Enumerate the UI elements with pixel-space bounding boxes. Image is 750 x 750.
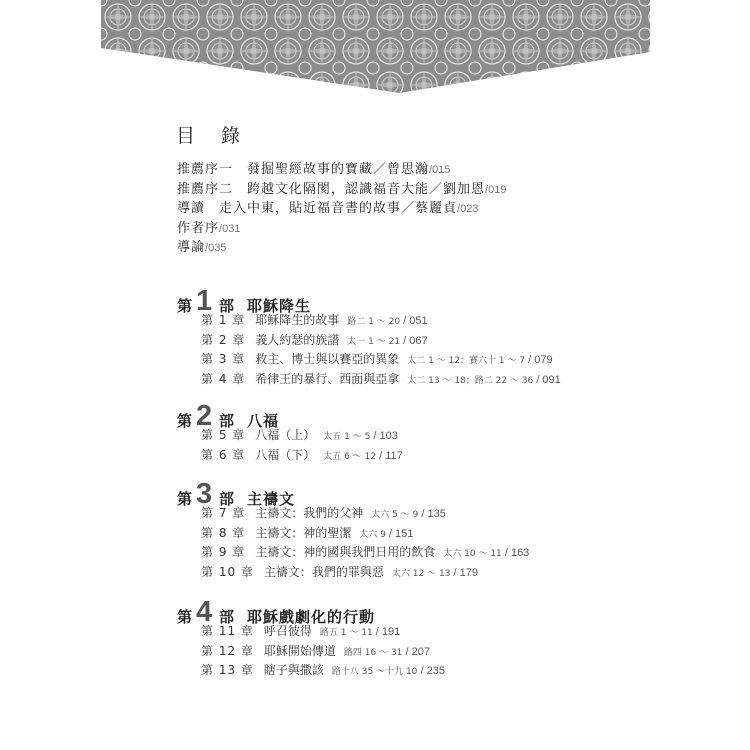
front-matter-item (177, 219, 506, 239)
chapter-reference: 太六 5 ～ 9 (371, 510, 419, 520)
chapter-reference: 太二 1 ～ 12；賽六十 1 ～ 7 (407, 356, 526, 366)
front-matter-title: 推薦序二 跨越文化隔閡，認識福音大能／劉加恩 (177, 181, 486, 197)
chapter-title: 希律王的暴行、西面與亞拿 (255, 371, 400, 386)
front-matter-title: 推薦序一 發掘聖經故事的寶藏／曾思瀚 (177, 162, 430, 177)
chapter-row (201, 622, 445, 642)
chapter-title: 主禱文：我們的父神 (255, 506, 364, 520)
chapter-reference: 太五 1 ～ 5 (323, 432, 371, 442)
chapter-number: 第 2 章 (201, 332, 246, 347)
chapter-page: / 051 (400, 315, 428, 327)
chapter-page: / 117 (376, 449, 403, 462)
chapter-page: / 079 (525, 354, 553, 366)
front-matter-title: 作者序 (177, 220, 220, 236)
chapter-number: 第 7 章 (201, 506, 246, 520)
front-matter-title: 導讀 走入中東，貼近福音書的故事／蔡麗貞 (177, 201, 458, 216)
part-label-di: 第 (177, 297, 193, 315)
chapter-row (201, 524, 529, 544)
chapter-row (201, 446, 403, 466)
chapter-row (201, 350, 561, 370)
chapter-reference: 太二 13 ～ 18；路二 22 ～ 36 (407, 375, 534, 386)
chapter-number: 第 10 章 (201, 564, 254, 579)
chapter-number: 第 12 章 (201, 643, 254, 658)
chapter-reference: 太六 12 ～ 13 (391, 568, 451, 579)
part-label-di: 第 (177, 490, 193, 508)
chapter-page: / 179 (450, 566, 478, 579)
chapter-title: 耶穌開始傳道 (263, 643, 336, 658)
chapter-number: 第 1 章 (201, 313, 246, 327)
chapter-number: 第 5 章 (201, 428, 246, 442)
chapter-list (201, 311, 561, 389)
front-matter-item (177, 199, 506, 219)
chapter-title: 八福（上） (255, 428, 316, 442)
chapter-page: / 091 (533, 373, 561, 386)
chapter-row (201, 426, 403, 446)
chapter-title: 主禱文：我們的罪與惡 (263, 564, 384, 579)
chapter-page: / 135 (418, 508, 446, 520)
chapter-reference: 路十八 35 ～十九 10 (331, 667, 418, 677)
part-label-di: 第 (177, 608, 193, 626)
chapter-number: 第 6 章 (201, 447, 246, 462)
chapter-reference: 太六 10 ～ 11 (443, 549, 502, 559)
chapter-title: 救主、博士與以賽亞的異象 (255, 352, 400, 366)
chapter-row (201, 543, 529, 563)
front-matter-item (177, 238, 506, 258)
chapter-number: 第 4 章 (201, 371, 246, 386)
part-title: 八福 (247, 412, 280, 430)
part-number: 4 (196, 596, 213, 628)
chapter-row (201, 563, 529, 583)
decorative-pattern-banner (101, 0, 650, 94)
part-title: 耶穌戲劇化的行動 (247, 608, 376, 626)
chapter-reference: 太五 6 ～ 12 (323, 451, 377, 462)
chapter-row (201, 311, 561, 331)
front-matter-page: /015 (429, 164, 451, 176)
part-title: 耶穌降生 (247, 297, 312, 315)
front-matter-title: 導論 (177, 240, 206, 255)
chapter-title: 八福（下） (255, 447, 316, 462)
chapter-page: / 067 (400, 334, 428, 347)
part-label-bu: 部 (219, 412, 235, 430)
chapter-row (201, 504, 529, 524)
chapter-page: / 103 (370, 430, 398, 442)
part-number: 1 (196, 285, 213, 317)
part-label-bu: 部 (219, 490, 235, 508)
chapter-row (201, 661, 445, 681)
chapter-reference: 路五 1 ～ 11 (319, 628, 373, 638)
front-matter-page: /035 (205, 242, 227, 254)
chapter-list (201, 426, 403, 465)
chapter-reference: 路二 1 ～ 20 (347, 317, 401, 327)
chapter-reference: 太六 9 (359, 529, 386, 540)
chapter-page: / 207 (402, 645, 430, 658)
part-label-bu: 部 (219, 608, 235, 626)
part-title: 主禱文 (247, 490, 296, 508)
part-label-bu: 部 (219, 297, 235, 315)
chapter-number: 第 3 章 (201, 352, 246, 366)
toc-heading: 目 錄 (176, 125, 251, 147)
part-number: 2 (196, 400, 213, 432)
chapter-reference: 太一 1 ～ 21 (347, 336, 401, 347)
chapter-title: 義人約瑟的族譜 (255, 332, 340, 347)
chapter-number: 第 11 章 (201, 624, 254, 638)
chapter-list (201, 504, 529, 582)
chapter-number: 第 8 章 (201, 525, 246, 540)
chapter-row (201, 642, 445, 662)
chapter-row (201, 370, 561, 390)
chapter-page: / 163 (501, 547, 530, 559)
chapter-title: 主禱文：神的聖潔 (255, 525, 352, 540)
chapter-title: 呼召彼得 (263, 624, 312, 638)
chapter-number: 第 9 章 (201, 545, 246, 559)
front-matter-page: /031 (219, 222, 241, 235)
front-matter-page: /023 (457, 203, 479, 215)
chapter-title: 瞎子與撒該 (263, 663, 324, 677)
chapter-reference: 路四 16 ～ 31 (343, 647, 403, 658)
part-number: 3 (196, 478, 213, 510)
front-matter-item (177, 180, 506, 200)
front-matter-list (177, 160, 506, 258)
part-label-di: 第 (177, 412, 193, 430)
front-matter-item (177, 160, 506, 180)
chapter-row (201, 331, 561, 351)
chapter-title: 耶穌降生的故事 (255, 313, 340, 327)
chapter-title: 主禱文：神的國與我們日用的飲食 (255, 545, 436, 559)
chapter-page: / 191 (372, 626, 401, 638)
chapter-page: / 235 (417, 665, 445, 677)
chapter-page: / 151 (385, 527, 414, 540)
chapter-list (201, 622, 445, 681)
chapter-number: 第 13 章 (201, 663, 254, 677)
front-matter-page: /019 (485, 183, 507, 196)
